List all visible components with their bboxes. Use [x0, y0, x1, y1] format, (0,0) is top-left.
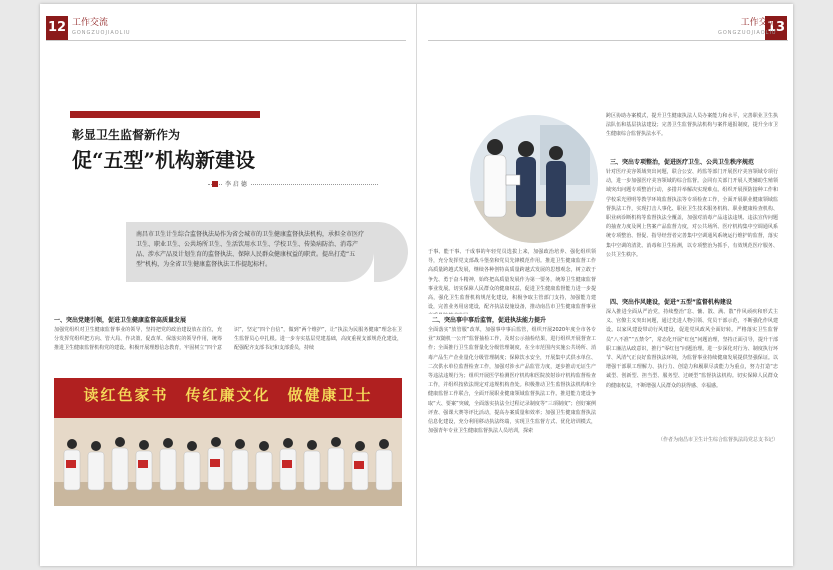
title-accent-bar	[70, 111, 260, 118]
inspection-photo	[468, 113, 600, 245]
left-page-number: 12	[46, 16, 68, 40]
right-header-rule	[428, 40, 788, 41]
right-header	[718, 18, 777, 38]
right-page-number: 13	[765, 16, 787, 40]
article-title-line1: 彰显卫生监督新作为	[72, 128, 181, 142]
section4-text: 深入推进全面从严治党，持续整治“怠、慵、散、满、散”作风顽疾和形式主义、官僚主义突出问题，通过先进人物引领、党员干部示范，不断强化作风建设。以家风建设带动行风建设，促进党风政风全面好转。严格落实卫生监督员“八不准”“五禁令”，常态化开展“红包”问题治理，坚持正面引导，提升干部职工廉洁从政意识，推行“零红包”问题治理。进一步深化对行为、制度执行环节、风清气正良好监督执法环境，为监督事业持续健康发展提供坚强保证。以增强干部职工理解力、执行力、创造力和履职尽责能力为重点，努力打造“忠诚型、创新型、担当型、服务型、过硬型”监督执法机构。切实保障人民群众的健康权益，不断增强人民群众的获得感、幸福感。	[606, 309, 778, 389]
section4-heading: 四、突出作风建设，促进“五型”监督机构建设	[610, 299, 732, 306]
page-spine	[416, 4, 417, 566]
left-header-pinyin: GONGZUOJIAOLIU	[72, 30, 131, 36]
magazine-spread	[40, 4, 793, 566]
section3-heading: 三、突出专项整治，促进医疗卫生、公共卫生秩序规范	[610, 159, 755, 166]
author-name: 李 启 德	[222, 179, 250, 188]
right-header-pinyin: GONGZUOJIAOLIU	[718, 30, 777, 36]
column-a-text: 于事、能干事、干成事的年轻党员选拔上来，加强政治培养、强化组织领导，充分发挥党支部战斗堡垒和党员先锋模范作用。推进卫生健康监督工作高质量跨越式发展，继续各种创特高质量跨越式发展的思想观念，树立敢于争先、勇于奋斗精神，始终把高质量发展作为第一要务，统筹卫生健康监督事业发展。切实保障人民群众的健康权益，促进卫生健康监督能力进一步提高，强化卫生监督机构规范化建设，积极争取主管部门支持，加强能力建设，完善业务用房建设，配齐执法设施设备，推动南昌市卫生健康监督事业	[428, 249, 596, 311]
abstract-box-cap	[374, 222, 408, 282]
section1-text: 加强党组织对卫生健康监督事业的领导，坚持把党的政治建设放在首位，充分发挥党组织把方向、管大局、作决策、促改革、保落实的领导作用，统筹推进卫生健康监督机构党的建设。积极开展理想信念教育，牢固树立“四个意识”，坚定“四个自信”，做到“两个维护”，让“执法为民服务健康”理念在卫生监督员心中扎根。进一步夯实基层党建基础，高度重视支部规范化建设，配强配齐支部书记和支部委员，持续	[54, 327, 402, 352]
section3-text: 针对医疗美容领域突出问题，联合公安、药监等部门开展医疗美容领域专项行动，进一步加强医疗美容领域的综合监督。会同有关部门开展人类辅助生殖领域突出问题专项整治行动，多措并举解决实现难点。组织开展预防接种工作和学校采光照明等教学环境监督执法等专项检查工作，全面开展职业健康领域监督执法工作，实现打击人事化、职业卫生技术服务机构、职业健康检查机构、职业病诊断机构等监督执法全覆盖，加强对消毒产品违法违规、违法宣传问题的抽查力度及网上售案产品监督力度，对公共场所、医疗机构集中空调通风系统专项整治、督促、指导经营者完善集中空调通风系统运行维护的监督，落实集中空调的清洗、消毒和卫生检测，以专项整治为抓手，有效规范医疗服务、公共卫生秩序。	[606, 169, 778, 258]
section2-text: 全面落实“放管服”改革，加强事中事后监管，组织开展2020年度全市各专业“双随机一公开”监督抽检工作，及时公示抽检结果，进行组织开展督查工作；全面推行卫生监督量化分级管理制度，在全市范围内实施公共场所、消毒产品生产企业量化分级管理制度；保障饮水安全，开展集中式供水单位、二次供水单位监督检查工作，加强对涉水产品监管力度，逐步推动无证生产等违法违规行为；组织开展医学检测医疗机构和医院放射诊疗机构监督检查工作，并组织按依法规定对违规机构查处。积极推动卫生监督执法机构和全健康监督工作联合，全面开展职业健康领域监督执法工作。推进能力建设争取“大、要案”突破，全面落实执法全过程记录制度等“三项制度”；创好案例评查、强课大赛等评比活动，提高办案质量和效率；加强卫生健康监督执法信息化建设，充分利用移动执法终端，实现卫生监督方式、优化培训模式，加强青年专业卫生健康监督执法人员培训，探索	[428, 327, 596, 435]
right-header-title: 工作交流	[740, 18, 777, 28]
author-byline	[208, 181, 378, 193]
article-title-line2: 促“五型”机构新建设	[72, 148, 256, 172]
photo-banner-text: 读红色家书 传红廉文化 做健康卫士	[83, 386, 373, 404]
left-header-title: 工作交流	[72, 18, 109, 28]
event-photo	[54, 378, 402, 506]
author-note: （作者为南昌市卫生计生综合监督执法局党总支书记）	[657, 437, 778, 443]
left-header-rule	[46, 40, 406, 41]
inspection-scene-illustration	[470, 115, 598, 243]
left-header	[72, 18, 131, 38]
people-group-illustration	[54, 422, 402, 506]
section1-heading: 一、突出党建引领，促进卫生健康监督高质量发展	[54, 317, 187, 324]
byline-marker-icon	[212, 181, 218, 187]
section2-heading: 二、突出事中事后监管，促进执法能力提升	[432, 317, 547, 324]
column-b-intro-text: 跨区协助办案模式，提升卫生健康执法人员办案能力和水平，完善职业卫生执法队伍和基层执法建设；完善卫生监督执法机构与案件通报制度，提升全市卫生健康综合监督执法水平。	[606, 113, 778, 138]
article-abstract: 南昌市卫生计生综合监督执法局作为省会城市的卫生健康监督执法机构，承担全市医疗卫生、职业卫生、公共场所卫生、生活饮用水卫生、学校卫生、传染病防治、消毒产品、涉水产品及计划生育的监督执法、保障人民群众健康权益的职责。提出打造“五型”机构，为全省卫生健康监督执法工作提起标杆。	[126, 222, 374, 282]
